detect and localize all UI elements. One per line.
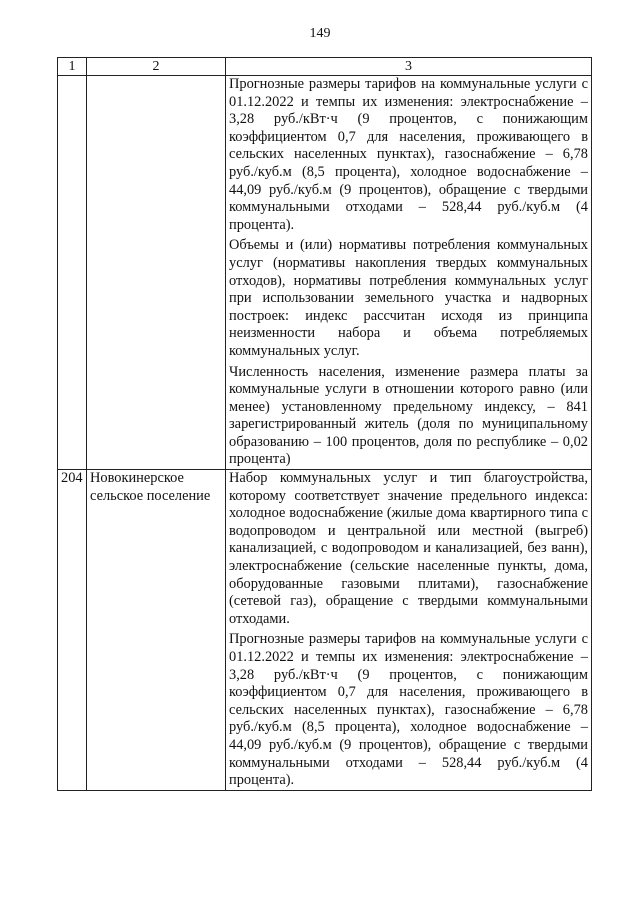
- row-content: [226, 470, 592, 791]
- document-table: [57, 57, 592, 791]
- table-row: [58, 470, 592, 791]
- table-row: [58, 76, 592, 470]
- row-content: [226, 76, 592, 470]
- column-header-2: 2: [87, 58, 226, 76]
- page-number: 149: [309, 26, 331, 41]
- tariff-forecast-paragraph: Прогнозные размеры тарифов на коммунальные услуги с 01.12.2022 и темпы их изменения: электроснабжение – 3,28 руб./кВт·ч (9 процентов, с понижающим коэффициентом 0,7 для населения, проживающего в сельских населенных пунктах), газоснабжение – 6,78 руб./куб.м (8,5 процента), холодное водоснабжение – 44,09 руб./куб.м (9 процентов), обращение с твердыми коммунальными отходами – 528,44 руб./куб.м (4 процента).: [229, 76, 588, 233]
- municipality-name: [87, 76, 226, 470]
- column-header-1: 1: [58, 58, 87, 76]
- row-number: [58, 76, 87, 470]
- table-header-row: [58, 58, 592, 76]
- population-paragraph: Численность населения, изменение размера платы за коммунальные услуги в отношении которого равно (или менее) установленному предельному индексу, – 841 зарегистрированный житель (доля по муниципальному образованию – 100 процентов, доля по республике – 0,02 процента): [229, 363, 588, 468]
- municipality-name: Новокинерское сельское поселение: [87, 470, 226, 791]
- consumption-volumes-paragraph: Объемы и (или) нормативы потребления коммунальных услуг (нормативы накопления твердых коммунальных отходов), нормативы потребления коммунальных услуг при использовании земельного участка и надворных построек: индекс рассчитан исходя из принципа неизменности набора и объема потребляемых коммунальных услуг.: [229, 237, 588, 359]
- column-header-3: 3: [226, 58, 592, 76]
- row-number: 204: [58, 470, 87, 791]
- tariff-forecast-paragraph: Прогнозные размеры тарифов на коммунальные услуги с 01.12.2022 и темпы их изменения: электроснабжение – 3,28 руб./кВт·ч (9 процентов, с понижающим коэффициентом 0,7 для населения, проживающего в сельских населенных пунктах), газоснабжение – 6,78 руб./куб.м (8,5 процента), холодное водоснабжение – 44,09 руб./куб.м (9 процентов), обращение с твердыми коммунальными отходами – 528,44 руб./куб.м (4 процента).: [229, 631, 588, 789]
- services-set-paragraph: Набор коммунальных услуг и тип благоустройства, которому соответствует значение предельного индекса: холодное водоснабжение (жилые дома квартирного типа с водопроводом и центральной или местной (выгреб) канализацией, с водопроводом и канализацией, без ванн), электроснабжение (сельские населенные пункты, дома, оборудованные газовыми плитами), газоснабжение (сетевой газ), обращение с твердыми коммунальными отходами.: [229, 470, 588, 627]
